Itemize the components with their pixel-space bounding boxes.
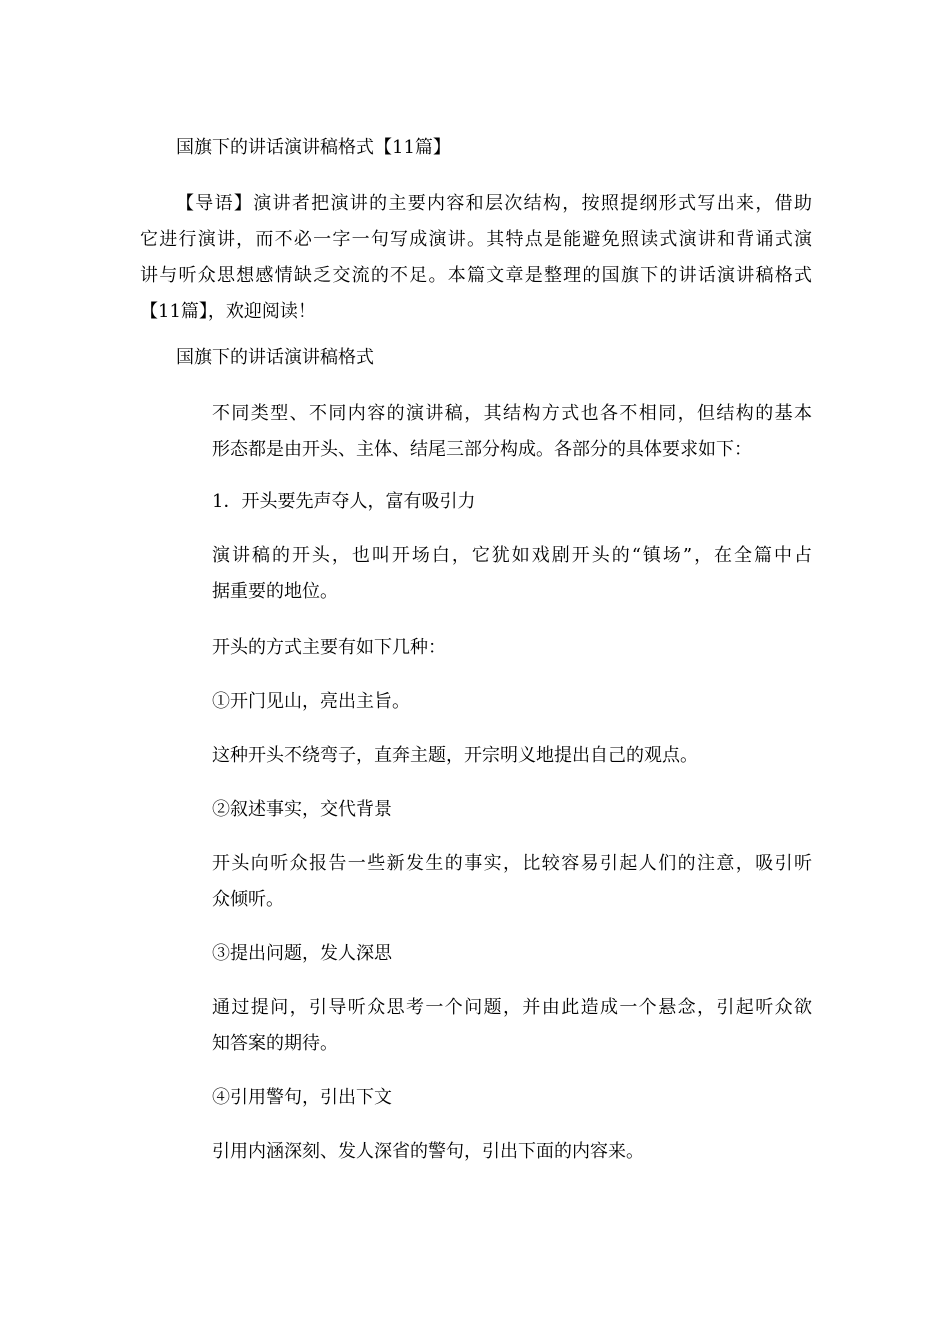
paragraph-line: 开头向听众报告一些新发生的事实，比较容易引起人们的注意，吸引听 xyxy=(212,853,812,874)
title-text: 国旗下的讲话演讲稿格式【11篇】 xyxy=(176,137,451,158)
paragraph-line: 知答案的期待。 xyxy=(212,1033,338,1054)
paragraph-line: 演讲稿的开头，也叫开场白，它犹如戏剧开头的“镇场”，在全篇中占 xyxy=(212,545,812,566)
paragraph-text: 引用内涵深刻、发人深省的警句，引出下面的内容来。 xyxy=(212,1141,644,1162)
method-2-description xyxy=(0,846,950,918)
paragraph-text: 这种开头不绕弯子，直奔主题，开宗明义地提出自己的观点。 xyxy=(212,745,698,766)
method-title: ①开门见山，亮出主旨。 xyxy=(212,691,410,712)
method-title: ③提出问题，发人深思 xyxy=(212,943,392,964)
method-3-description xyxy=(0,990,950,1062)
intro-line: 讲与听众思想感情缺乏交流的不足。本篇文章是整理的国旗下的讲话演讲稿格式 xyxy=(140,265,812,286)
paragraph-line: 通过提问，引导听众思考一个问题，并由此造成一个悬念，引起听众欲 xyxy=(212,997,812,1018)
paragraph-line: 众倾听。 xyxy=(212,889,284,910)
method-title: ④引用警句，引出下文 xyxy=(212,1087,392,1108)
section-title-text: 国旗下的讲话演讲稿格式 xyxy=(176,347,374,368)
intro-paragraph xyxy=(0,186,950,330)
structure-paragraph xyxy=(0,396,950,468)
intro-line: 【导语】演讲者把演讲的主要内容和层次结构，按照提纲形式写出来，借助 xyxy=(176,193,812,214)
method-title: ②叙述事实，交代背景 xyxy=(212,799,392,820)
opening-paragraph xyxy=(0,538,950,610)
paragraph-line: 不同类型、不同内容的演讲稿，其结构方式也各不相同，但结构的基本 xyxy=(212,403,812,424)
point-text: 1．开头要先声夺人，富有吸引力 xyxy=(212,491,476,512)
paragraph-line: 形态都是由开头、主体、结尾三部分构成。各部分的具体要求如下： xyxy=(212,439,752,460)
paragraph-text: 开头的方式主要有如下几种： xyxy=(212,637,446,658)
paragraph-line: 据重要的地位。 xyxy=(212,581,338,602)
intro-line: 它进行演讲，而不必一字一句写成演讲。其特点是能避免照读式演讲和背诵式演 xyxy=(140,229,812,250)
intro-line: 【11篇】，欢迎阅读！ xyxy=(140,301,316,322)
